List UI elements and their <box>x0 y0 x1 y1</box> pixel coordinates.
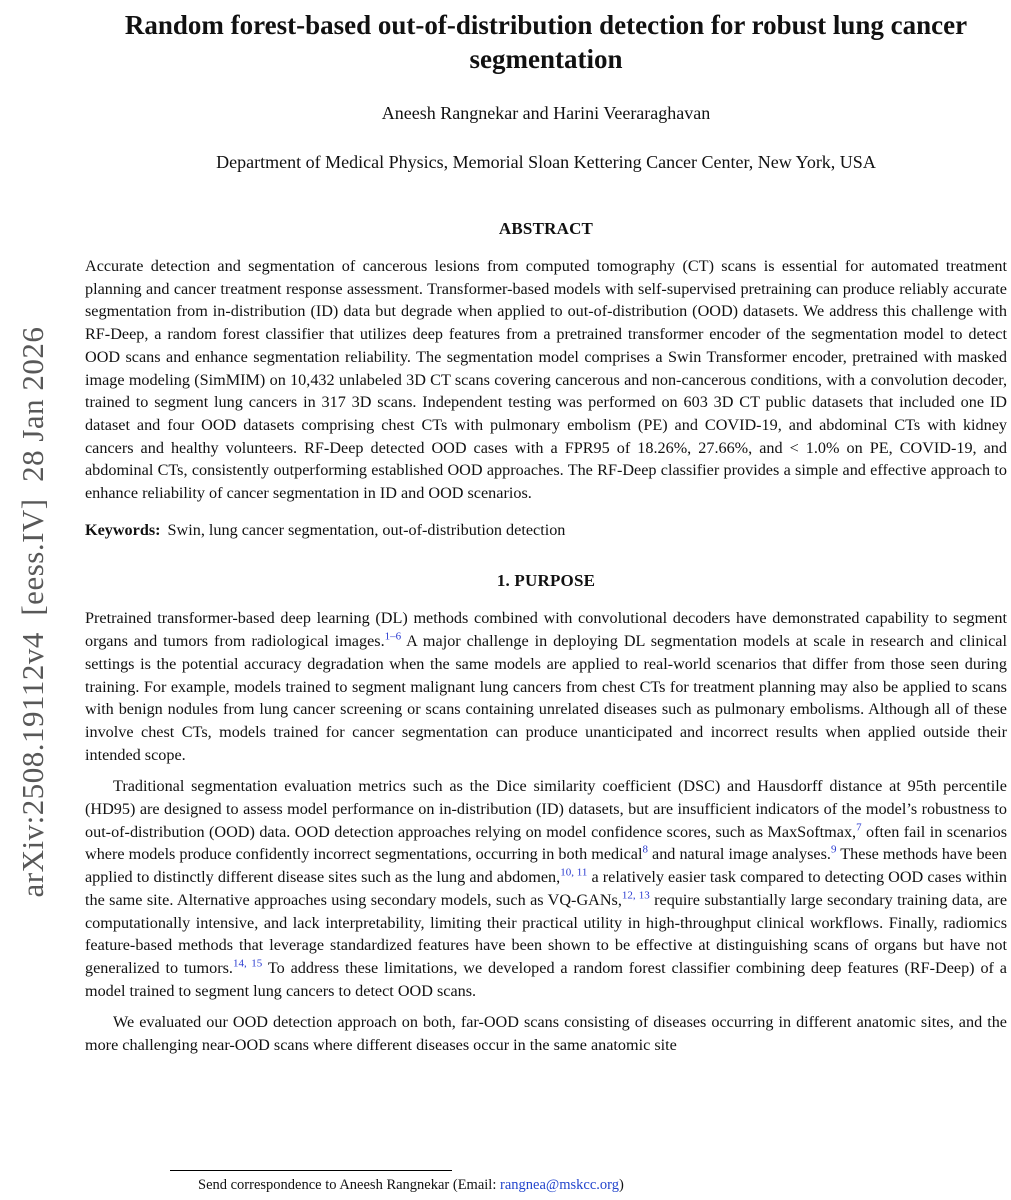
section-purpose-body <box>85 607 1007 1056</box>
citation-ref[interactable]: 1–6 <box>384 630 402 643</box>
paragraph: Traditional segmentation evaluation metrics such as the Dice similarity coefficient (DSC) and Hausdorff distance at 95th percentile (HD95) are designed to assess model performance on in-distribution (ID) datasets, but are insufficient indicators of the model’s robustness to out-of-distribution (OOD) data. OOD detection approaches relying on model confidence scores, such as MaxSoftmax,$^7$ often fail in scenarios where models produce confidently incorrect segmentations, occurring in both medical$^8$ and natural image analyses.$^9$ These methods have been applied to distinctly different disease sites such as the lung and abdomen,$^{10, 11}$ a relatively easier task compared to detecting OOD cases within the same site. Alternative approaches using secondary models, such as VQ-GANs,$^{12, 13}$ require substantially large secondary training data, are computationally intensive, and lack interpretability, limiting their practical utility in high-throughput clinical workflows. Finally, radiomics feature-based methods that leverage standardized features have been shown to be effective at distinguishing scans of organs but have not generalized to tumors.$^{14, 15}$ To address these limitations, we developed a random forest classifier combining deep features (RF-Deep) of a model trained to segment lung cancers to detect OOD scans. <box>85 777 1008 1000</box>
citation-ref[interactable]: 12, 13 <box>621 889 650 902</box>
section-heading-purpose: 1. PURPOSE <box>496 571 596 591</box>
citation-ref[interactable]: 10, 11 <box>560 866 588 879</box>
abstract-heading: ABSTRACT <box>498 219 594 238</box>
abstract-text: Accurate detection and segmentation of cancerous lesions from computed tomography (CT) scans is essential for automated treatment planning and cancer treatment response assessment. Transformer-based models with self-supervised pretraining can produce reliably accurate segmentation from in-distribution (ID) data but degrade when applied to out-of-distribution (OOD) datasets. We address this challenge with RF-Deep, a random forest classifier that utilizes deep features from a pretrained transformer encoder of the segmentation model to detect OOD scans and enhance segmentation reliability. The segmentation model comprises a Swin Transformer encoder, pretrained with masked image modeling (SimMIM) on 10,432 unlabeled 3D CT scans covering cancerous and non-cancerous conditions, with a convolution decoder, trained to segment lung cancers in 317 3D scans. Independent testing was performed on 603 3D CT public datasets that included one ID dataset and four OOD datasets comprising chest CTs with pulmonary embolism (PE) and COVID-19, and abdominal CTs with kidney cancers and healthy volunteers. RF-Deep detected OOD cases with a FPR95 of 18.26%, 27.66%, and < 1.0% on PE, COVID-19, and abdominal CTs, consistently outperforming established OOD approaches. The RF-Deep classifier provides a simple and effective approach to enhance reliability of cancer segmentation in ID and OOD scenarios. <box>85 257 1007 503</box>
authors: Aneesh Rangnekar and Harini Veeraraghavan <box>381 103 711 123</box>
paragraph: We evaluated our OOD detection approach on both, far-OOD scans consisting of diseases occurring in different anatomic sites, and the more challenging near-OOD scans where different diseases occur in the same anatomic site <box>85 1013 1007 1055</box>
keywords-label: Keywords: <box>85 520 161 539</box>
citation-ref[interactable]: 7 <box>856 821 862 834</box>
email-link[interactable]: rangnea@mskcc.org <box>500 1177 619 1193</box>
keywords-line <box>85 519 1007 542</box>
footnote <box>170 1170 1011 1195</box>
arxiv-watermark: arXiv:2508.19112v4 [eess.IV] 28 Jan 2026 <box>15 326 50 898</box>
keywords-text: Swin, lung cancer segmentation, out-of-distribution detection <box>167 520 566 539</box>
paper-content <box>85 0 1008 1193</box>
citation-ref[interactable]: 8 <box>642 844 648 857</box>
footnote-suffix: ) <box>618 1177 624 1193</box>
footnote-rule <box>170 1170 452 1171</box>
paragraph: Pretrained transformer-based deep learning (DL) methods combined with convolutional decoders have demonstrated capability to segment organs and tumors from radiological images.$^{1-6}$ A major challenge in deploying DL segmentation models at scale in research and clinical settings is the potential accuracy degradation when the same models are applied to real-world scenarios that differ from those seen during training. For example, models trained to segment malignant lung cancers from chest CTs for treatment planning may also be applied to scans with benign nodules from lung cancer screening or scans containing unrelated diseases such as pulmonary embolisms. Although all of these involve chest CTs, models trained for cancer segmentation can produce unanticipated and incorrect results when applied outside their intended scope. <box>85 609 1007 764</box>
affiliation: Department of Medical Physics, Memorial Sloan Kettering Cancer Center, New York, USA <box>216 152 876 172</box>
citation-ref[interactable]: 14, 15 <box>232 957 263 970</box>
paper-title: Random forest-based out-of-distribution detection for robust lung cancer segmentation <box>124 10 968 74</box>
footnote-text <box>170 1176 1011 1195</box>
citation-ref[interactable]: 9 <box>830 844 837 857</box>
footnote-prefix: Send correspondence to Aneesh Rangnekar (Email: <box>198 1177 500 1193</box>
